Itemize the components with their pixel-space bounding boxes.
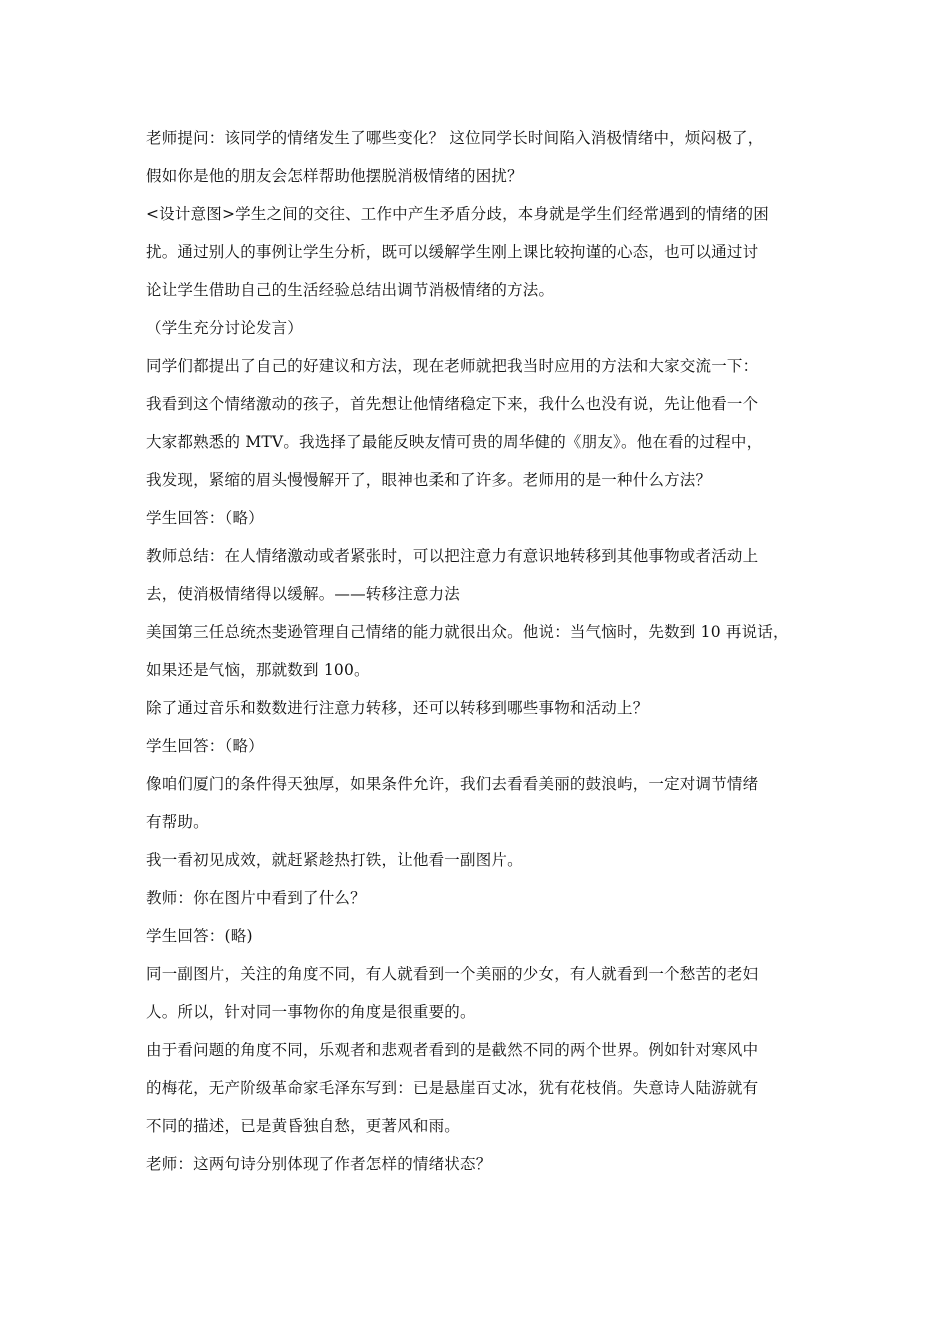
- text-line: <设计意图>学生之间的交往、工作中产生矛盾分歧，本身就是学生们经常遇到的情绪的困: [146, 205, 769, 223]
- text-line: 学生回答：(略): [146, 927, 253, 945]
- text-line: 如果还是气恼，那就数到 100。: [146, 661, 370, 679]
- text-line: （学生充分讨论发言）: [146, 319, 304, 337]
- text-line: 像咱们厦门的条件得天独厚，如果条件允许，我们去看看美丽的鼓浪屿，一定对调节情绪: [146, 775, 759, 793]
- text-line: 由于看问题的角度不同，乐观者和悲观者看到的是截然不同的两个世界。例如针对寒风中: [146, 1041, 759, 1059]
- text-line: 老师：这两句诗分别体现了作者怎样的情绪状态？: [146, 1155, 492, 1173]
- text-line: 去，使消极情绪得以缓解。——转移注意力法: [146, 585, 461, 603]
- text-line: 论让学生借助自己的生活经验总结出调节消极情绪的方法。: [146, 281, 555, 299]
- text-line: 扰。通过别人的事例让学生分析，既可以缓解学生刚上课比较拘谨的心态，也可以通过讨: [146, 243, 759, 261]
- text-line: 有帮助。: [146, 813, 209, 831]
- text-line: 的梅花，无产阶级革命家毛泽东写到：已是悬崖百丈冰，犹有花枝俏。失意诗人陆游就有: [146, 1079, 759, 1097]
- text-line: 教师：你在图片中看到了什么？: [146, 889, 366, 907]
- text-line: 老师提问：该同学的情绪发生了哪些变化？ 这位同学长时间陷入消极情绪中，烦闷极了，: [146, 129, 764, 147]
- text-line: 不同的描述，已是黄昏独自愁，更著风和雨。: [146, 1117, 461, 1135]
- text-line: 大家都熟悉的 MTV。我选择了最能反映友情可贵的周华健的《朋友》。他在看的过程中，: [146, 433, 763, 451]
- text-line: 教师总结：在人情绪激动或者紧张时，可以把注意力有意识地转移到其他事物或者活动上: [146, 547, 759, 565]
- text-line: 学生回答：（略）: [146, 737, 264, 755]
- text-line: 除了通过音乐和数数进行注意力转移，还可以转移到哪些事物和活动上？: [146, 699, 649, 717]
- text-line: 同学们都提出了自己的好建议和方法，现在老师就把我当时应用的方法和大家交流一下：: [146, 357, 759, 375]
- text-line: 我发现，紧缩的眉头慢慢解开了，眼神也柔和了许多。老师用的是一种什么方法？: [146, 471, 712, 489]
- text-line: 假如你是他的朋友会怎样帮助他摆脱消极情绪的困扰？: [146, 167, 523, 185]
- text-line: 我看到这个情绪激动的孩子，首先想让他情绪稳定下来，我什么也没有说，先让他看一个: [146, 395, 759, 413]
- text-line: 学生回答：（略）: [146, 509, 264, 527]
- text-line: 我一看初见成效，就赶紧趁热打铁，让他看一副图片。: [146, 851, 523, 869]
- text-line: 人。所以，针对同一事物你的角度是很重要的。: [146, 1003, 476, 1021]
- text-line: 同一副图片，关注的角度不同，有人就看到一个美丽的少女，有人就看到一个愁苦的老妇: [146, 965, 759, 983]
- text-line: 美国第三任总统杰斐逊管理自己情绪的能力就很出众。他说：当气恼时，先数到 10 再说话，: [146, 623, 789, 641]
